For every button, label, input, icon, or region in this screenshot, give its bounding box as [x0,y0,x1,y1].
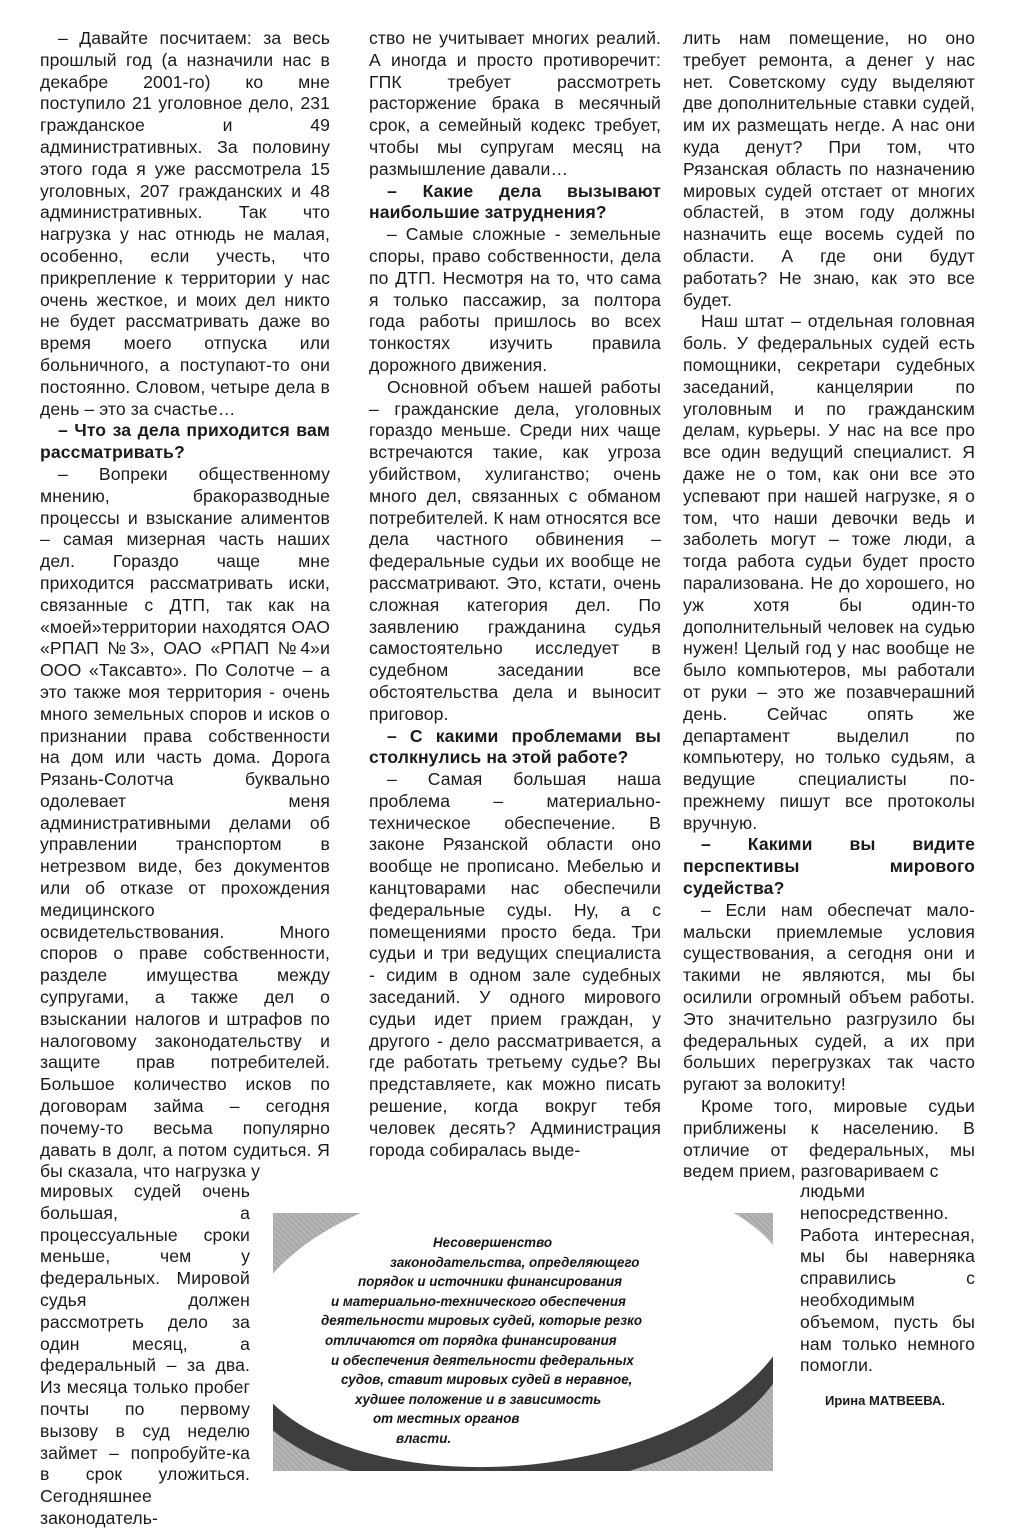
paragraph: Кроме того, мировые судьи приближены к населению. В отличие от федеральных, мы ведем прием, разговариваем с [683,1096,975,1182]
paragraph: – Вопреки общественному мнению, бракоразводные процессы и взыскание алиментов – самая мизерная часть наших дел. Гораздо чаще мне приходится рассматривать иски, связанные с ДТП, так как на «моей»территории находятся ОАО «РПАП №3», ОАО «РПАП №4»и ООО «Таксавто». По Солотче – а это также моя территория - очень много земельных споров и исков о признании права собственности на дом или часть дома. Дорога Рязань-Солотча буквально одолевает меня административными делами об управлении транспортом в нетрезвом виде, без документов или об отказе от прохождения медицинского освидетельствования. Много споров о праве собственности, разделе имущества между супругами, а также дел о взыскании налогов и штрафов по налоговому законодательству и защите прав потребителей. Большое количество исков по договорам займа – сегодня почему-то весьма популярно давать в долг, а потом судиться. Я бы сказала, что нагрузка у [40,463,330,1182]
paragraph: людьми непосредственно. Работа интересная, мы бы наверняка справились с необходимым объемом, пусть бы нам только немного помогли. [800,1181,975,1376]
article-column-1-narrow [40,1181,250,1530]
pull-quote-line: власти. [396,1430,452,1446]
interview-question: – Что за дела приходится вам рассматривать? [40,420,330,463]
paragraph: лить нам помещение, но оно требует ремонта, а денег у нас нет. Советскому суду выделяют две дополнительные ставки судей, им их размещать негде. А нас они куда денут? При том, что Рязанская область по назначению мировых судей отстает от многих областей, в этом году должны назначить еще восемь судей по области. А где они будут работать? Не знаю, как это все будет. [683,28,975,310]
paragraph: Основной объем нашей работы – гражданские дела, уголовных гораздо меньше. Среди них чаще встречаются такие, как угроза убийством, хулиганство; очень много дел, связанных с обманом потребителей. К нам относятся все дела частного обвинения – федеральные судьи их вообще не рассматривают. Это, кстати, очень сложная категория дел. По заявлению гражданина судья самостоятельно исследует в судебном заседании все обстоятельства дела и выносит приговор. [369,376,661,724]
pull-quote-text [273,1233,773,1449]
paragraph: – Самые сложные - земельные споры, право собственности, дела по ДТП. Несмотря на то, что сама я только пассажир, за полтора года работы пришлось во всех тонкостях изучить правила дорожного движения. [369,224,661,375]
pull-quote-line: судов, ставит мировых судей в неравное, [341,1372,633,1388]
article-column-3 [683,28,975,1183]
pull-quote-line: и материально-технического обеспечения [331,1293,626,1309]
paragraph: Наш штат – отдельная головная боль. У федеральных судей есть помощники, секретари судебных заседаний, канцелярии по уголовным и по гражданским делам, курьеры. У нас на все про все один ведущий специалист. Я даже не о том, как они все это успевают при нашей нагрузке, я о том, что наши девочки ведь и заболеть могут – тоже люди, а тогда работа судьи будет просто парализована. Не до хорошего, но уж хотя бы один-то дополнительный человек на судью нужен! Целый год у нас вообще не было компьютеров, мы работали от руки – это же позавчерашний день. Сейчас опять же департамент выделил по компьютеру, но только судьям, а ведущие специалисты по-прежнему пишут все протоколы вручную. [683,311,975,833]
pull-quote-line: и обеспечения деятельности федеральных [331,1352,634,1368]
interview-question: – С какими проблемами вы столкнулись на этой работе? [369,725,661,768]
interview-question: – Какие дела вызывают наибольшие затруднения? [369,180,661,223]
paragraph: – Если нам обеспечат мало-мальски приемлемые условия существования, а сегодня они и такими не являются, мы бы осилили огромный объем работы. Это значительно разгрузило бы федеральных судей, а их при больших перегрузках так часто ругают за волокиту! [683,899,975,1095]
pull-quote-line: отличаются от порядка финансирования [325,1332,617,1348]
article-column-3-narrow [800,1181,975,1377]
pull-quote-line: законодательства, определяющего [390,1254,640,1270]
article-column-1 [40,28,330,1183]
article-column-2 [369,28,661,1161]
paragraph: мировых судей очень большая, а процессуальные сроки меньше, чем у федеральных. Мировой судья должен рассмотреть дело за один месяц, а федеральный – за два. Из месяца только пробег почты по первому вызову в суд неделю займет – попробуйте-ка в срок уложиться. Сегодняшнее законодатель- [40,1181,250,1528]
paragraph: – Самая большая наша проблема – материально-техническое обеспечение. В законе Рязанской области оно вообще не прописано. Мебелью и канцтоварами нас обеспечили федеральные суды. Ну, а с помещениями просто беда. Три судьи и три ведущих специалиста - сидим в одном зале судебных заседаний. У одного мирового судьи идет прием граждан, у другого - дело рассматривается, а где работать третьему судье? Вы представляете, как можно писать решение, когда вокруг тебя человек десять? Администрация города собиралась выде- [369,769,661,1160]
pull-quote-line: Несовершенство [433,1235,553,1250]
pull-quote-line: худшее положение и в зависимость [355,1391,602,1407]
author-byline: Ирина МАТВЕЕВА. [825,1393,945,1408]
interview-question: – Какими вы видите перспективы мирового судейства? [683,834,975,899]
pull-quote-line: деятельности мировых судей, которые резко [321,1313,643,1329]
pull-quote-line: от местных органов [373,1411,520,1427]
pull-quote-line: порядок и источники финансирования [358,1274,623,1290]
pull-quote-box [273,1213,773,1471]
paragraph: ство не учитывает многих реалий. А иногда и просто противоречит: ГПК требует рассмотреть расторжение брака в месячный срок, а семейный кодекс требует, чтобы мы супругам месяц на размышление давали… [369,28,661,179]
paragraph: – Давайте посчитаем: за весь прошлый год (а назначили нас в декабре 2001-го) ко мне поступило 21 уголовное дело, 231 гражданское и 49 административных. За половину этого года я уже рассмотрела 15 уголовных, 207 гражданских и 48 административных. Так что нагрузка у нас отнюдь не малая, особенно, если учесть, что прикрепление к территории у нас очень жесткое, и моих дел никто не будет рассматривать даже во время моего отпуска или больничного, а поступают-то они постоянно. Словом, четыре дела в день – это за счастье… [40,28,330,419]
